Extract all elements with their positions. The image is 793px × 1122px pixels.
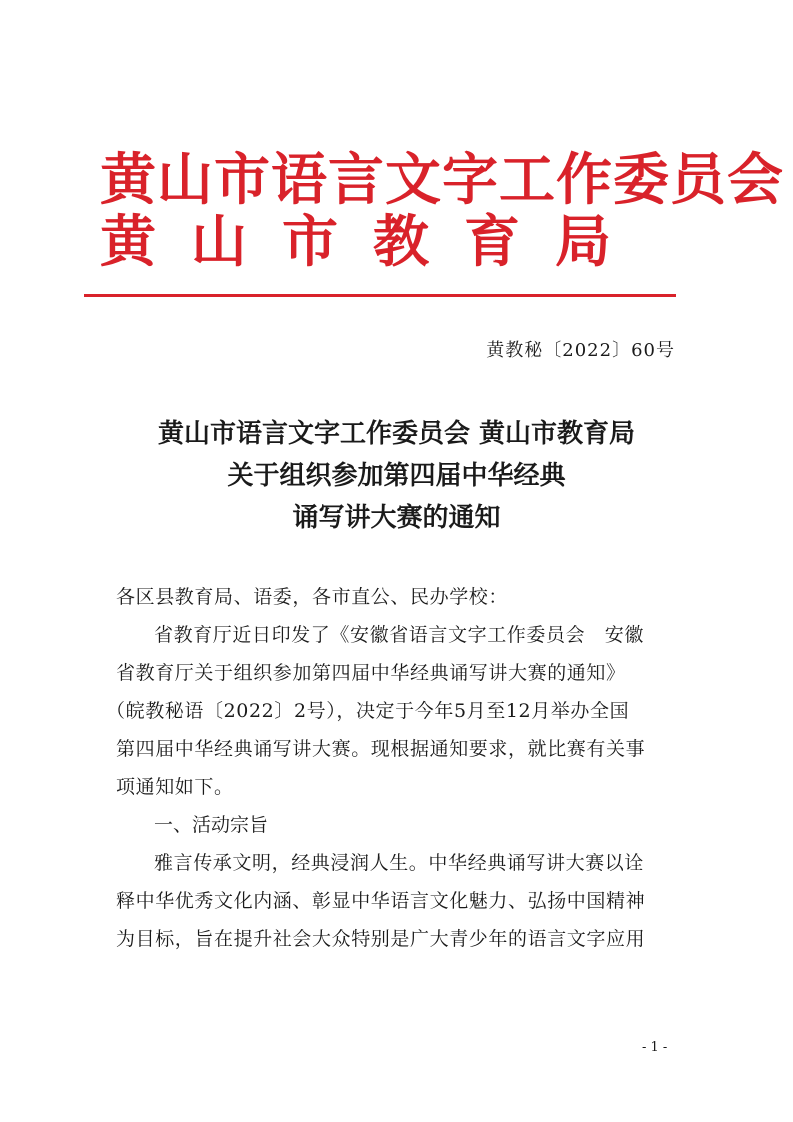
paragraph-line: 雅言传承文明，经典浸润人生。中华经典诵写讲大赛以诠 — [154, 852, 645, 874]
title-line-2: 关于组织参加第四届中华经典 — [227, 461, 566, 491]
paragraph-line: 省教育厅关于组织参加第四届中华经典诵写讲大赛的通知》 — [116, 662, 626, 684]
paragraph-line: （皖教秘语〔2022〕2号），决定于今年5月至12月举办全国 — [106, 700, 630, 722]
document-number: 黄教秘〔2022〕60号 — [486, 340, 675, 361]
page-number: - 1 - — [642, 1040, 668, 1055]
paragraph-line: 第四届中华经典诵写讲大赛。现根据通知要求，就比赛有关事 — [116, 738, 646, 760]
paragraph-line: 项通知如下。 — [116, 776, 234, 798]
paragraph-line: 省教育厅近日印发了《安徽省语言文字工作委员会 安徽 — [154, 624, 645, 646]
addressee: 各区县教育局、语委，各市直公、民办学校： — [116, 586, 509, 608]
title-line-1: 黄山市语言文字工作委员会 黄山市教育局 — [157, 419, 636, 449]
section-heading-1: 一、活动宗旨 — [154, 814, 269, 836]
paragraph-line: 释中华优秀文化内涵、彰显中华语言文化魅力、弘扬中国精神 — [116, 890, 646, 912]
letterhead-line-2: 黄山市教育局 — [100, 209, 646, 275]
letterhead-line-1: 黄山市语言文字工作委员会 — [100, 147, 784, 213]
paragraph-line: 为目标，旨在提升社会大众特别是广大青少年的语言文字应用 — [116, 928, 646, 950]
red-divider-rule — [84, 294, 676, 297]
title-line-3: 诵写讲大赛的通知 — [292, 503, 501, 533]
